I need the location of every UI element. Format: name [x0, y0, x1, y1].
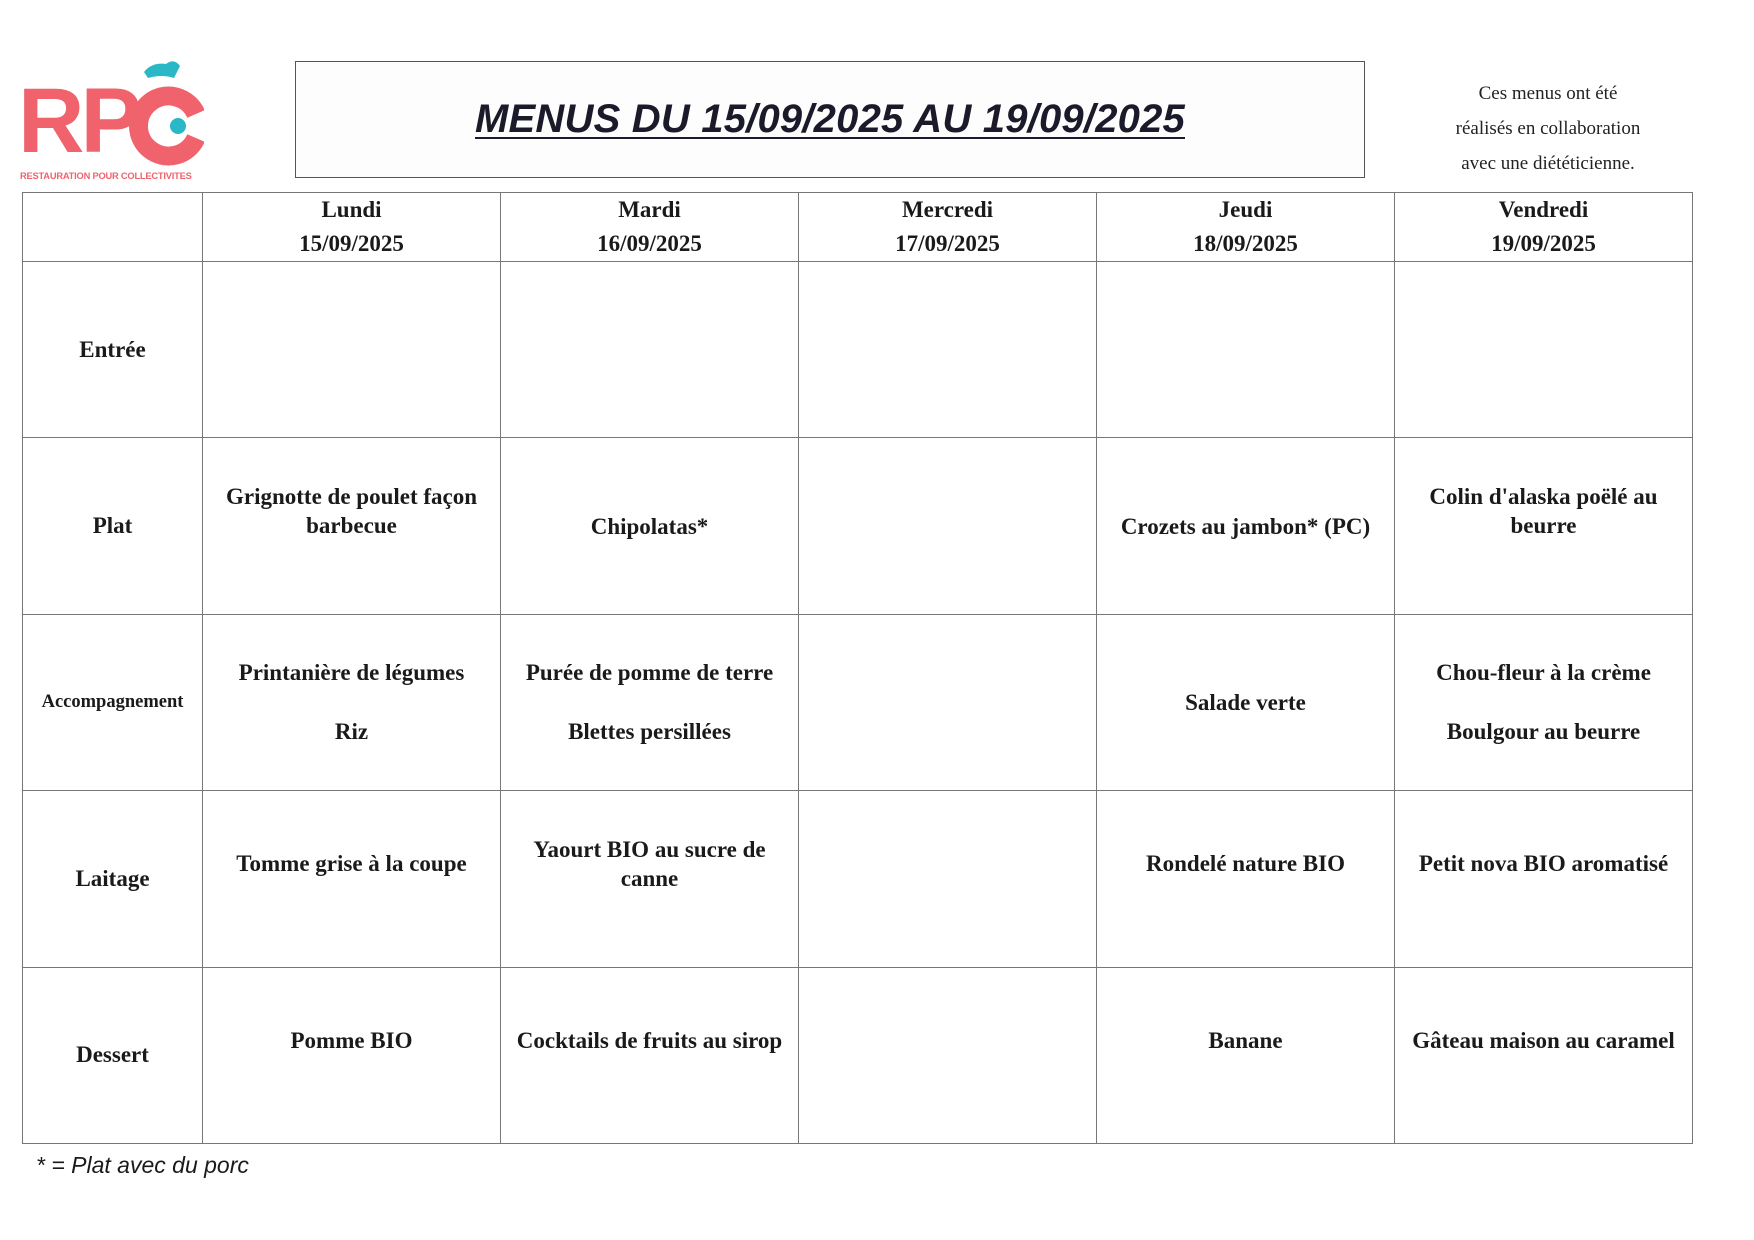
menu-cell	[1395, 262, 1693, 438]
day-date: 18/09/2025	[1193, 231, 1298, 256]
note-line: Ces menus ont été	[1478, 83, 1618, 104]
day-date: 17/09/2025	[895, 231, 1000, 256]
day-header-jeudi	[1097, 193, 1395, 262]
day-date: 16/09/2025	[597, 231, 702, 256]
dish: Chipolatas*	[590, 513, 709, 539]
menu-cell	[1097, 967, 1395, 1143]
menu-cell	[203, 614, 501, 790]
pork-footnote: * = Plat avec du porc	[36, 1152, 249, 1178]
day-name: Vendredi	[1498, 197, 1589, 222]
day-date: 15/09/2025	[299, 231, 404, 256]
menu-cell	[1395, 967, 1693, 1143]
dish: Crozets au jambon* (PC)	[1120, 513, 1371, 539]
header-row	[23, 193, 1693, 262]
menu-cell	[1395, 614, 1693, 790]
day-date: 19/09/2025	[1491, 231, 1596, 256]
dish: Purée de pomme de terre	[525, 660, 774, 686]
dish: Riz	[334, 719, 369, 745]
day-name: Jeudi	[1218, 197, 1273, 222]
dish: Chou-fleur à la crème	[1436, 660, 1651, 686]
menu-cell	[1097, 614, 1395, 790]
menu-cell	[1395, 438, 1693, 614]
row-entree	[23, 262, 1693, 438]
dietitian-note	[1418, 76, 1678, 181]
row-label: Laitage	[23, 791, 203, 967]
menu-cell	[501, 614, 799, 790]
menu-cell	[1097, 262, 1395, 438]
row-label: Entrée	[23, 262, 203, 438]
note-line: avec une diététicienne.	[1461, 153, 1635, 174]
dish: Colin d'alaska poëlé au beurre	[1429, 484, 1658, 539]
menu-cell	[1395, 791, 1693, 967]
dish: Pomme BIO	[290, 1027, 413, 1053]
menu-cell	[203, 262, 501, 438]
day-name: Lundi	[321, 197, 382, 222]
logo-graphic	[18, 58, 204, 168]
row-dessert	[23, 967, 1693, 1143]
page-title: MENUS DU 15/09/2025 AU 19/09/2025	[475, 97, 1185, 141]
menu-cell	[203, 438, 501, 614]
menu-cell	[501, 791, 799, 967]
row-accompagnement	[23, 614, 1693, 790]
row-laitage	[23, 791, 1693, 967]
day-header-vendredi	[1395, 193, 1693, 262]
menu-cell	[799, 967, 1097, 1143]
logo-subtitle: RESTAURATION POUR COLLECTIVITES	[20, 171, 192, 181]
menu-cell	[1097, 791, 1395, 967]
dish: Grignotte de poulet façon barbecue	[225, 484, 478, 539]
day-name: Mercredi	[901, 197, 994, 222]
menu-cell	[501, 262, 799, 438]
dish: Printanière de légumes	[238, 660, 465, 686]
dish: Banane	[1208, 1027, 1283, 1053]
row-label: Accompagnement	[23, 614, 203, 790]
menu-cell	[203, 967, 501, 1143]
rpc-logo	[18, 58, 204, 188]
day-header-lundi	[203, 193, 501, 262]
menu-cell	[799, 614, 1097, 790]
row-plat	[23, 438, 1693, 614]
menu-cell	[203, 791, 501, 967]
dish: Boulgour au beurre	[1446, 719, 1641, 745]
dish: Salade verte	[1185, 689, 1306, 715]
menu-cell	[1097, 438, 1395, 614]
note-line: réalisés en collaboration	[1455, 118, 1641, 139]
day-header-mardi	[501, 193, 799, 262]
dish: Rondelé nature BIO	[1146, 851, 1345, 877]
title-box	[295, 61, 1365, 178]
svg-text:RP: RP	[18, 70, 138, 168]
menu-cell	[799, 791, 1097, 967]
dish: Gâteau maison au caramel	[1412, 1027, 1675, 1053]
dish: Cocktails de fruits au sirop	[516, 1027, 783, 1053]
dish: Blettes persillées	[568, 719, 731, 745]
dish: Tomme grise à la coupe	[236, 851, 467, 877]
menu-cell	[501, 967, 799, 1143]
menu-cell	[799, 262, 1097, 438]
row-label: Plat	[23, 438, 203, 614]
menu-cell	[799, 438, 1097, 614]
row-label: Dessert	[23, 967, 203, 1143]
corner-cell	[23, 193, 203, 262]
menu-table	[22, 192, 1693, 1144]
dish: Yaourt BIO au sucre de canne	[533, 836, 766, 891]
dish: Petit nova BIO aromatisé	[1418, 851, 1669, 877]
day-name: Mardi	[618, 197, 681, 222]
menu-cell	[501, 438, 799, 614]
day-header-mercredi	[799, 193, 1097, 262]
